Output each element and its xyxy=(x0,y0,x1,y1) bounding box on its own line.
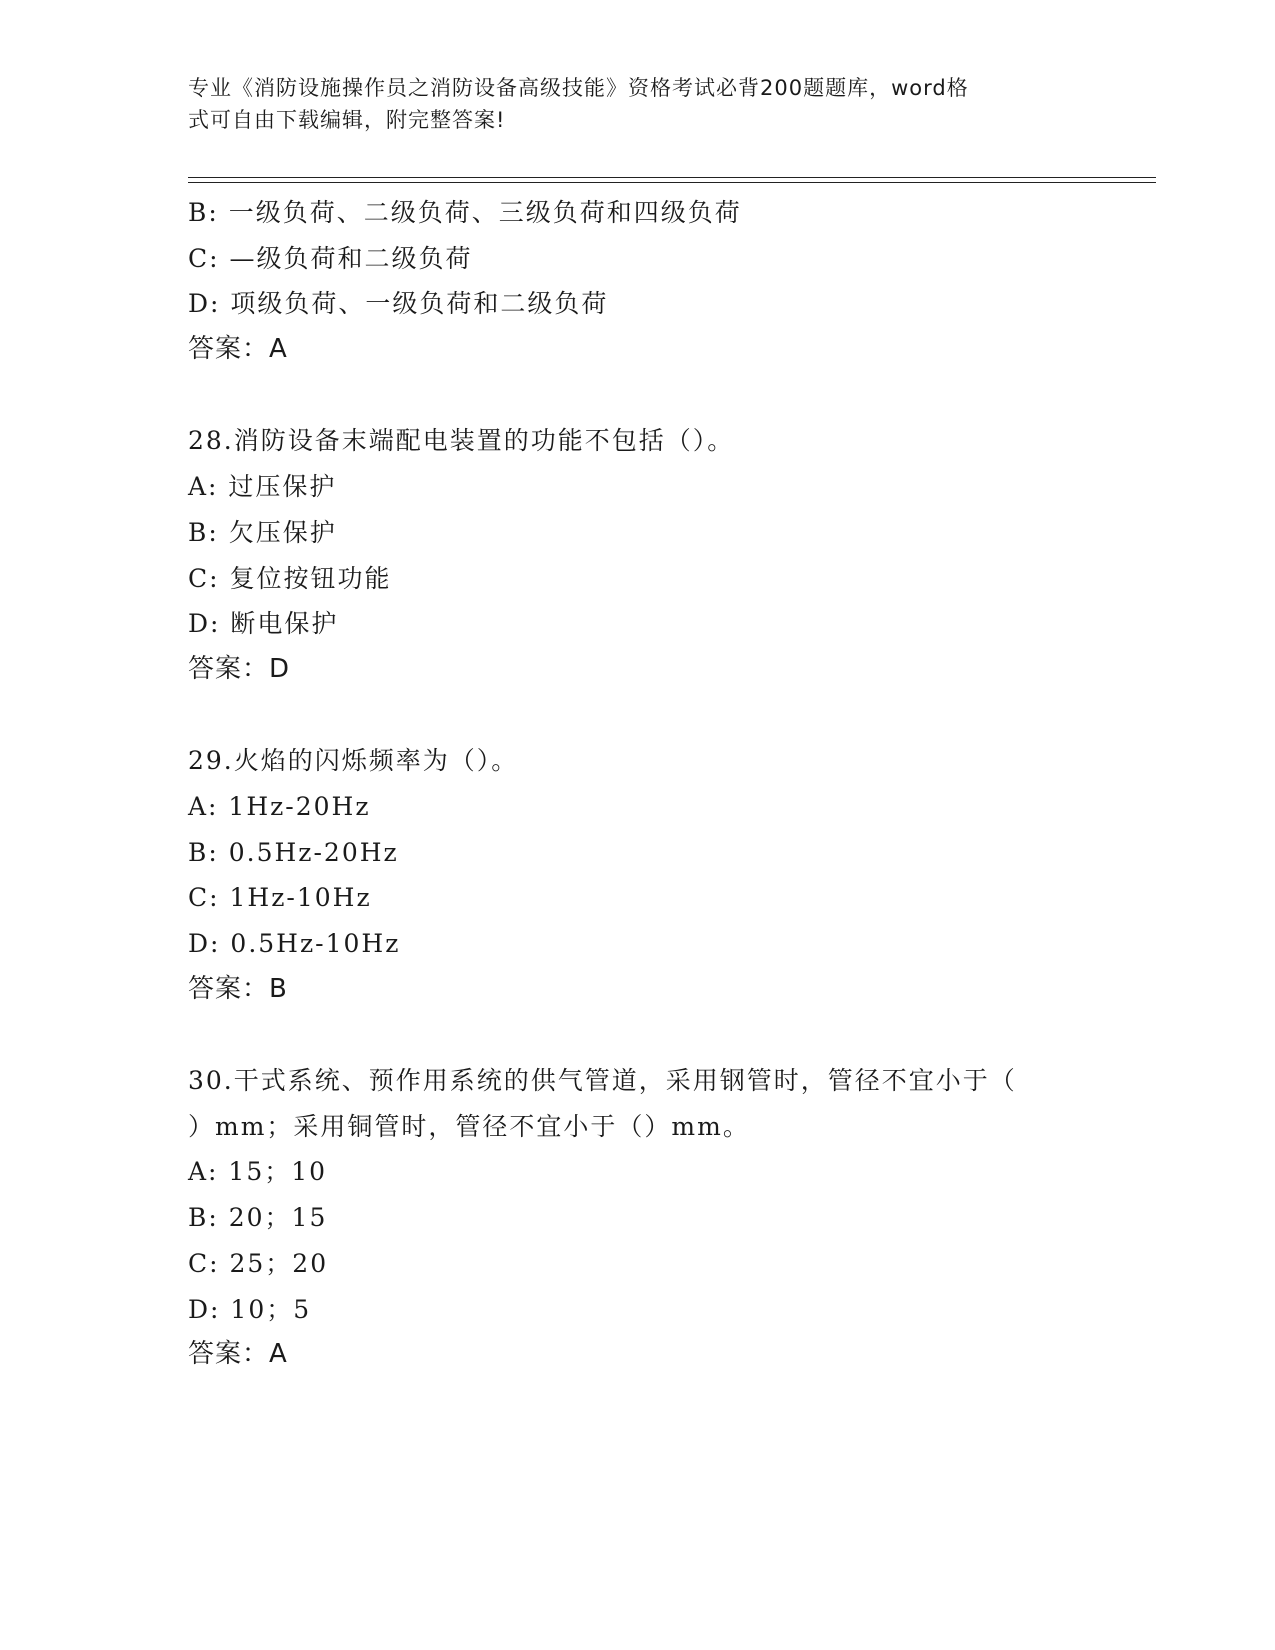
question-30 xyxy=(188,1058,1088,1378)
option-c: C: —级负荷和二级负荷 xyxy=(188,243,473,273)
answer-line: 答案：D xyxy=(188,653,291,684)
option-d: D: 10；5 xyxy=(188,1294,312,1324)
question-stem: 28.消防设备末端配电装置的功能不包括（）。 xyxy=(188,426,735,456)
answer-line: 答案：B xyxy=(188,973,288,1004)
header-divider-top xyxy=(188,177,1156,178)
question-29 xyxy=(188,738,1088,1012)
option-a: A: 1Hz-20Hz xyxy=(188,791,371,821)
option-d: D: 断电保护 xyxy=(188,609,339,639)
option-d: D: 0.5Hz-10Hz xyxy=(188,929,401,958)
question-28 xyxy=(188,418,1088,692)
option-a: A: 15；10 xyxy=(188,1157,328,1187)
question-list xyxy=(188,190,1088,1378)
header-line-2: 式可自由下载编辑，附完整答案! xyxy=(188,108,506,132)
option-b: B: 20；15 xyxy=(188,1203,328,1233)
option-b: B: 一级负荷、二级负荷、三级负荷和四级负荷 xyxy=(188,198,742,227)
answer-line: 答案：A xyxy=(188,334,288,365)
question-stem-line-1: 30.干式系统、预作用系统的供气管道，采用钢管时，管径不宜小于（ xyxy=(188,1066,1017,1096)
option-a: A: 过压保护 xyxy=(188,472,337,502)
question-stem-line-2: ）mm；采用铜管时，管径不宜小于（）mm。 xyxy=(188,1111,750,1141)
question-stem: 29.火焰的闪烁频率为（）。 xyxy=(188,746,519,776)
option-c: C: 1Hz-10Hz xyxy=(188,883,372,913)
header-divider-bottom xyxy=(188,182,1156,183)
option-b: B: 欠压保护 xyxy=(188,517,337,547)
option-d: D: 项级负荷、一级负荷和二级负荷 xyxy=(188,289,609,319)
header-line-1: 专业《消防设施操作员之消防设备高级技能》资格考试必背200题题库，word格 xyxy=(188,76,969,100)
option-b: B: 0.5Hz-20Hz xyxy=(188,837,399,867)
document-header xyxy=(188,72,1088,136)
option-c: C: 复位按钮功能 xyxy=(188,563,392,593)
prev-question-block xyxy=(188,190,1088,373)
answer-line: 答案：A xyxy=(188,1339,288,1370)
option-c: C: 25；20 xyxy=(188,1248,329,1278)
